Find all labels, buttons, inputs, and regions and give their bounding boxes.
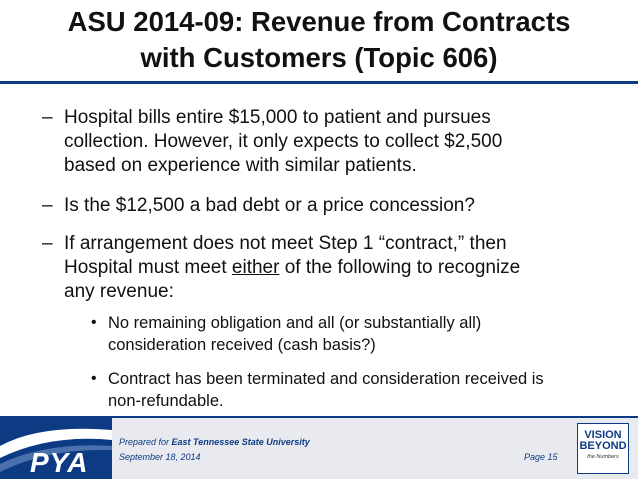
bullet-item-3-line-2 — [64, 256, 609, 280]
bullet-item-3-line-3: any revenue: — [64, 281, 174, 302]
badge-line-2: BEYOND — [579, 440, 627, 452]
bullet-item-1-line-1: Hospital bills entire $15,000 to patient and pursues — [64, 107, 491, 128]
presentation-date: September 18, 2014 — [119, 452, 201, 462]
sub-bullet-2-line-2: non-refundable. — [108, 392, 224, 410]
slide-title — [0, 4, 638, 76]
bullet-item-3-line-1: If arrangement does not meet Step 1 “contract,” then — [64, 233, 507, 254]
bullet-item-1 — [42, 106, 609, 178]
prepared-for-text — [119, 437, 310, 447]
dot-marker: • — [91, 370, 97, 387]
sub-bullet-1-line-1: No remaining obligation and all (or substantially all) — [108, 314, 482, 332]
badge-line-3: the Numbers — [587, 454, 619, 460]
bullet-item-2-line-1: Is the $12,500 a bad debt or a price concession? — [64, 195, 475, 216]
dash-marker: – — [42, 233, 53, 254]
dash-marker: – — [42, 195, 53, 216]
bullet-item-1-line-3: based on experience with similar patients. — [64, 155, 417, 176]
vision-beyond-badge — [577, 423, 629, 474]
sub-bullet-1-line-2: consideration received (cash basis?) — [108, 336, 376, 354]
bullet-item-3 — [42, 232, 609, 304]
dot-marker: • — [91, 314, 97, 331]
sub-bullet-1 — [91, 312, 623, 356]
bullet-item-3-line-2-pre: Hospital must meet — [64, 257, 232, 278]
title-line-2: with Customers (Topic 606) — [140, 42, 498, 73]
title-line-1: ASU 2014-09: Revenue from Contracts — [67, 6, 571, 37]
prepared-prefix: Prepared for — [119, 437, 172, 447]
page-number: Page 15 — [524, 452, 558, 462]
bullet-item-1-line-2: collection. However, it only expects to collect $2,500 — [64, 131, 503, 152]
bullet-item-3-line-2-post: of the following to recognize — [279, 257, 521, 278]
sub-bullet-2-line-1: Contract has been terminated and consideration received is — [108, 370, 544, 388]
client-name: East Tennessee State University — [171, 437, 310, 447]
sub-bullet-2 — [91, 368, 623, 412]
bullet-item-2 — [42, 194, 609, 218]
pya-logo: PYA — [30, 447, 89, 478]
dash-marker: – — [42, 107, 53, 128]
title-divider — [0, 81, 638, 84]
badge-line-1: VISION — [584, 429, 622, 441]
emphasis-either: either — [231, 257, 280, 278]
